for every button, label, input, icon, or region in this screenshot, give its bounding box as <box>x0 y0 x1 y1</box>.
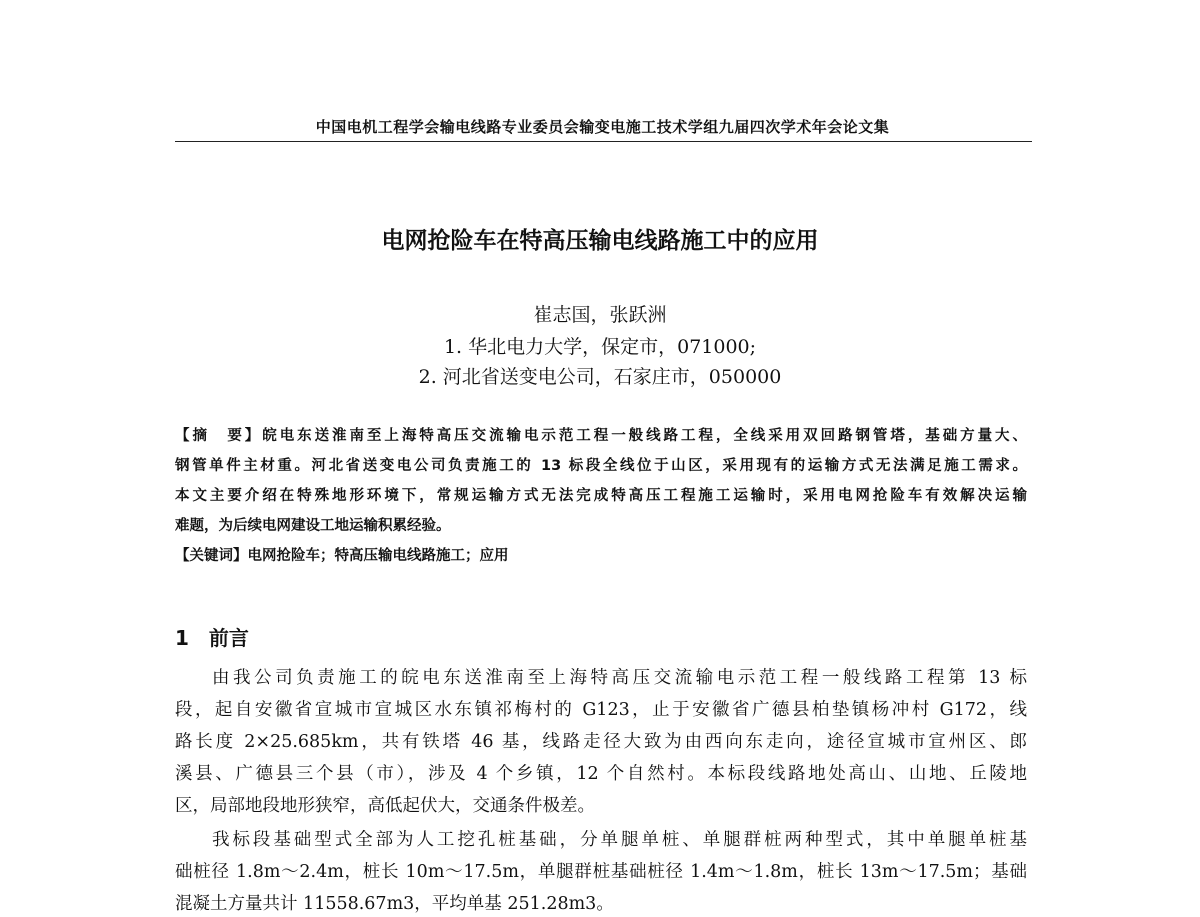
keywords-line <box>175 544 1027 565</box>
abstract-line: 【摘 要】皖电东送淮南至上海特高压交流输电示范工程一般线路工程，全线采用双回路钢管塔，基础方量大、 <box>175 428 1028 444</box>
keywords-text: 电网抢险车；特高压输电线路施工；应用 <box>247 548 509 564</box>
paper-title: 电网抢险车在特高压输电线路施工中的应用 <box>381 228 819 254</box>
running-header: 中国电机工程学会输电线路专业委员会输变电施工技术学组九届四次学术年会论文集 <box>315 118 890 136</box>
abstract-label: 【摘 要】 <box>175 428 263 444</box>
header-rule <box>175 141 1032 142</box>
section-heading: 1 前言 <box>175 626 249 650</box>
paragraph-line: 溪县、广德县三个县（市），涉及 4 个乡镇，12 个自然村。本标段线路地处高山、山地、丘陵地 <box>175 764 1027 784</box>
abstract-line: 钢管单件主材重。河北省送变电公司负责施工的 13 标段全线位于山区，采用现有的运输方式无法满足施工需求。 <box>175 458 1027 474</box>
paragraph-line: 段，起自安徽省宣城市宣城区水东镇祁梅村的 G123，止于安徽省广德县柏垫镇杨冲村 G172，线 <box>175 700 1027 720</box>
authors: 崔志国，张跃洲 <box>533 304 667 326</box>
paragraph-line: 混凝土方量共计 11558.67m3，平均单基 251.28m3。 <box>175 894 614 914</box>
affiliation-2: 2. 河北省送变电公司，石家庄市，050000 <box>418 366 782 388</box>
keywords-label: 【关键词】 <box>175 548 248 564</box>
abstract-line: 难题，为后续电网建设工地运输积累经验。 <box>175 518 451 534</box>
affiliation-1: 1. 华北电力大学，保定市，071000; <box>443 336 757 358</box>
paragraph-line: 础桩径 1.8m～2.4m，桩长 10m～17.5m，单腿群桩基础桩径 1.4m～1.8m，桩长 13m～17.5m；基础 <box>175 862 1027 882</box>
paragraph-line: 由我公司负责施工的皖电东送淮南至上海特高压交流输电示范工程一般线路工程第 13 标 <box>212 668 1027 688</box>
paragraph-line: 我标段基础型式全部为人工挖孔桩基础，分单腿单桩、单腿群桩两种型式，其中单腿单桩基 <box>212 830 1027 850</box>
paragraph-line: 路长度 2×25.685km，共有铁塔 46 基，线路走径大致为由西向东走向，途径宣城市宣州区、郎 <box>175 732 1027 752</box>
abstract-line: 本文主要介绍在特殊地形环境下，常规运输方式无法完成特高压工程施工运输时，采用电网抢险车有效解决运输 <box>175 488 1027 504</box>
paragraph-line: 区，局部地段地形狭窄，高低起伏大，交通条件极差。 <box>175 796 595 816</box>
